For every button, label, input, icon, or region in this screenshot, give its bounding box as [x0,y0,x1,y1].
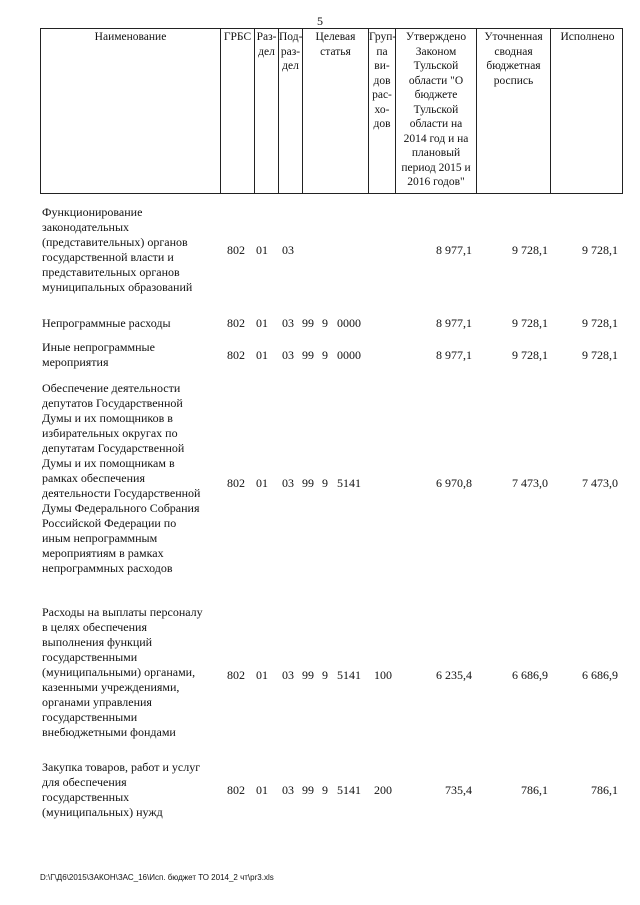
row-refined: 9 728,1 [512,243,548,257]
row-approved: 8 977,1 [436,316,472,330]
row-podrazdel: 03 [282,668,294,682]
row-target-subprogram: 9 [322,316,328,330]
row-executed: 786,1 [591,783,618,797]
row-grbs: 802 [227,316,245,330]
row-name: Обеспечение деятельности депутатов Государственной Думы и их помощников в избирательных округах по депутатам Государственной Думы и их помощникам в рамках обеспечения деятельности Государственной Думы Федерального Собрания Российской Федерации по иным непрограммным мероприятиям в рамках непрограммных расходов [42,381,201,575]
row-grbs: 802 [227,243,245,257]
row-razdel: 01 [256,476,268,490]
col-vid-header: Груп- па ви- дов рас- хо- дов [369,29,396,193]
row-approved: 8 977,1 [436,243,472,257]
row-target-direction: 0000 [337,348,361,362]
row-name: Расходы на выплаты персоналу в целях обеспечения выполнения функций государственными (муниципальными) органами, казенными учреждениями, органами управления государственными внебюджетными фондами [42,605,203,739]
row-name: Иные непрограммные мероприятия [42,340,155,369]
row-approved: 6 235,4 [436,668,472,682]
row-target-program: 99 [302,783,314,797]
row-razdel: 01 [256,783,268,797]
col-name-header: Наименование [41,29,221,193]
row-expense-type: 200 [374,783,392,797]
col-podrazdel-header: Под- раз- дел [279,29,303,193]
row-executed: 9 728,1 [582,348,618,362]
row-target-subprogram: 9 [322,668,328,682]
col-executed-header: Исполнено [560,31,615,43]
row-target-program: 99 [302,668,314,682]
row-podrazdel: 03 [282,348,294,362]
row-executed: 7 473,0 [582,476,618,490]
row-name: Непрограммные расходы [42,316,171,330]
row-target-direction: 5141 [337,668,361,682]
row-approved: 8 977,1 [436,348,472,362]
row-podrazdel: 03 [282,243,294,257]
row-refined: 7 473,0 [512,476,548,490]
row-approved: 6 970,8 [436,476,472,490]
row-podrazdel: 03 [282,783,294,797]
row-target-direction: 5141 [337,476,361,490]
row-podrazdel: 03 [282,316,294,330]
col-razdel-header: Раз- дел [255,29,279,193]
col-grbs-header: ГРБС [221,29,255,193]
row-grbs: 802 [227,348,245,362]
file-path-footer: D:\Г\Д6\2015\ЗАКОН\ЗАС_16\Исп. бюджет ТО 2014_2 чт\pr3.xls [40,873,274,882]
row-name: Закупка товаров, работ и услуг для обеспечения государственных (муниципальных) нужд [42,760,201,819]
row-razdel: 01 [256,316,268,330]
row-name: Функционирование законодательных (представительных) органов государственной власти и представительных органов муниципальных образований [42,205,193,294]
row-approved: 735,4 [445,783,472,797]
row-grbs: 802 [227,783,245,797]
row-target-subprogram: 9 [322,476,328,490]
row-executed: 9 728,1 [582,243,618,257]
row-target-subprogram: 9 [322,783,328,797]
col-approved-header: Утверждено Законом Тульской области "О бюджете Тульской области на 2014 год и на плановый период 2015 и 2016 годов" [396,29,477,193]
row-grbs: 802 [227,668,245,682]
row-refined: 786,1 [521,783,548,797]
row-podrazdel: 03 [282,476,294,490]
row-target-program: 99 [302,476,314,490]
col-refined-header: Уточненная сводная бюджетная роспись [477,29,551,193]
row-razdel: 01 [256,243,268,257]
row-refined: 6 686,9 [512,668,548,682]
row-razdel: 01 [256,348,268,362]
row-executed: 9 728,1 [582,316,618,330]
row-target-program: 99 [302,348,314,362]
row-target-subprogram: 9 [322,348,328,362]
row-razdel: 01 [256,668,268,682]
row-target-direction: 5141 [337,783,361,797]
table-header [40,28,623,194]
row-expense-type: 100 [374,668,392,682]
row-target-direction: 0000 [337,316,361,330]
row-grbs: 802 [227,476,245,490]
page-number: 5 [317,14,323,28]
row-refined: 9 728,1 [512,348,548,362]
row-refined: 9 728,1 [512,316,548,330]
col-target-header: Целевая статья [303,29,369,193]
row-target-program: 99 [302,316,314,330]
row-executed: 6 686,9 [582,668,618,682]
